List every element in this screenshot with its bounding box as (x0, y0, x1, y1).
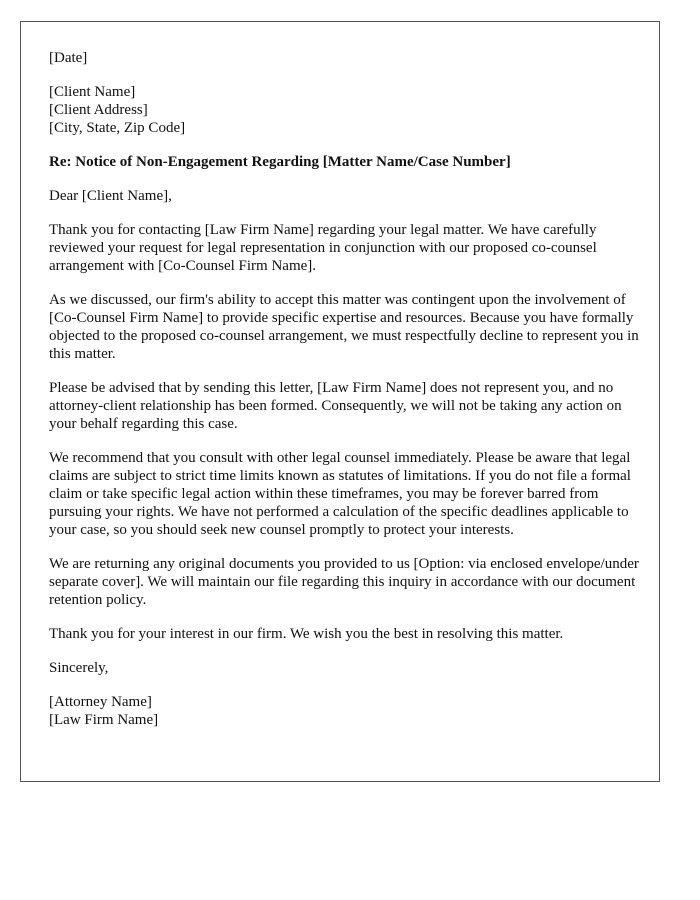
body-paragraph-3: Please be advised that by sending this letter, [Law Firm Name] does not represent you, and no attorney-client relationship has been formed. Consequently, we will not be taking any action on your behalf regarding this case. (49, 380, 622, 432)
recipient-block (49, 83, 643, 137)
salutation: Dear [Client Name], (49, 188, 172, 204)
letter-page (20, 21, 660, 782)
letter-subject: Re: Notice of Non-Engagement Regarding [Matter Name/Case Number] (49, 154, 511, 170)
attorney-name: [Attorney Name] (49, 694, 152, 710)
body-paragraph-1: Thank you for contacting [Law Firm Name] regarding your legal matter. We have carefully reviewed your request for legal representation in conjunction with our proposed co-counsel arrangement with [Co-Counsel Firm Name]. (49, 222, 597, 274)
letter-date: [Date] (49, 50, 88, 66)
body-paragraph-2: As we discussed, our firm's ability to accept this matter was contingent upon the involvement of [Co-Counsel Firm Name] to provide specific expertise and resources. Because you have formally objected to the proposed co-counsel arrangement, we must respectfully decline to represent you in this matter. (49, 292, 639, 362)
client-name: [Client Name] (49, 84, 136, 100)
signature-block (49, 693, 643, 729)
law-firm-name: [Law Firm Name] (49, 712, 159, 728)
client-city-state-zip: [City, State, Zip Code] (49, 120, 186, 136)
body-paragraph-4: We recommend that you consult with other legal counsel immediately. Please be aware that legal claims are subject to strict time limits known as statutes of limitations. If you do not file a formal claim or take specific legal action within these timeframes, you may be forever barred from pursuing your rights. We have not performed a calculation of the specific deadlines applicable to your case, so you should seek new counsel promptly to protect your interests. (49, 450, 631, 538)
body-paragraph-5: We are returning any original documents you provided to us [Option: via enclosed envelope/under separate cover]. We will maintain our file regarding this inquiry in accordance with our document retention policy. (49, 556, 639, 608)
client-address: [Client Address] (49, 102, 148, 118)
body-paragraph-6: Thank you for your interest in our firm. We wish you the best in resolving this matter. (49, 626, 564, 642)
closing: Sincerely, (49, 660, 109, 676)
